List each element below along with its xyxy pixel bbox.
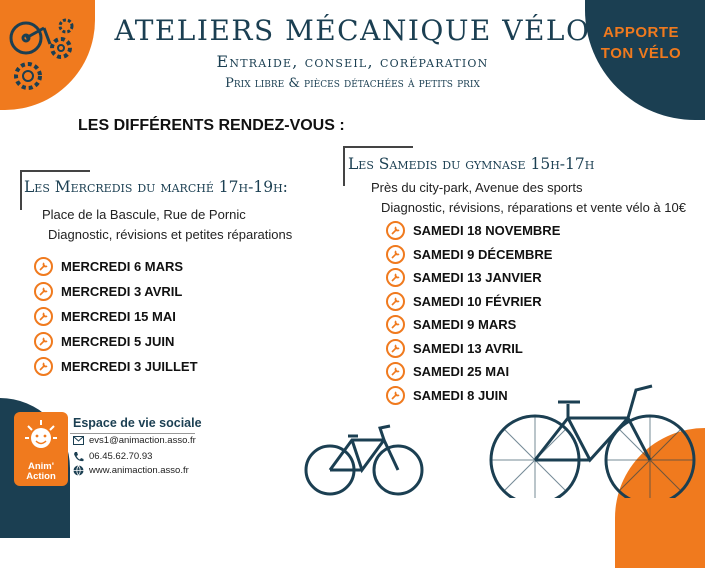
list-item bbox=[34, 304, 198, 329]
list-item bbox=[34, 329, 198, 354]
logo-line-1: Anim' bbox=[27, 461, 54, 472]
wrench-icon bbox=[386, 221, 405, 240]
website-text[interactable]: www.animaction.asso.fr bbox=[89, 465, 189, 476]
list-item bbox=[386, 243, 560, 267]
wrench-icon bbox=[34, 357, 53, 376]
wrench-icon bbox=[386, 339, 405, 358]
samedis-place: Près du city-park, Avenue des sports bbox=[371, 180, 583, 195]
wrench-icon bbox=[34, 257, 53, 276]
phone-text[interactable]: 06.45.62.70.93 bbox=[89, 451, 153, 462]
wrench-icon bbox=[386, 362, 405, 381]
mercredis-services: Diagnostic, révisions et petites réparations bbox=[48, 227, 293, 242]
website-contact bbox=[73, 465, 189, 476]
list-item bbox=[386, 266, 560, 290]
date-label: SAMEDI 9 MARS bbox=[413, 317, 517, 333]
divider bbox=[70, 433, 195, 434]
section-title: LES DIFFÉRENTS RENDEZ-VOUS : bbox=[78, 117, 345, 134]
mercredis-place: Place de la Bascule, Rue de Pornic bbox=[42, 207, 246, 222]
date-label: SAMEDI 8 JUIN bbox=[413, 387, 508, 403]
date-label: MERCREDI 15 MAI bbox=[61, 309, 176, 324]
logo-line-2: Action bbox=[26, 471, 56, 482]
wrench-icon bbox=[386, 292, 405, 311]
mercredis-date-list bbox=[34, 254, 198, 379]
samedis-services: Diagnostic, révisions, réparations et vente vélo à 10€ bbox=[381, 200, 686, 215]
phone-icon bbox=[73, 451, 84, 462]
wrench-icon bbox=[34, 282, 53, 301]
page-title: ATELIERS MÉCANIQUE VÉLO bbox=[114, 14, 591, 47]
mail-icon bbox=[73, 436, 84, 445]
list-item bbox=[34, 354, 198, 379]
email-text[interactable]: evs1@animaction.asso.fr bbox=[89, 435, 196, 446]
org-title: Espace de vie sociale bbox=[73, 416, 202, 430]
wrench-icon bbox=[34, 307, 53, 326]
date-label: SAMEDI 10 FÉVRIER bbox=[413, 293, 542, 309]
date-label: MERCREDI 6 MARS bbox=[61, 259, 184, 274]
date-label: SAMEDI 13 JANVIER bbox=[413, 270, 542, 286]
badge-line-1: APPORTE bbox=[602, 24, 679, 41]
sun-face-icon bbox=[25, 418, 57, 458]
list-item bbox=[34, 279, 198, 304]
samedis-heading: Les Samedis du gymnase 15h-17h bbox=[348, 155, 595, 173]
badge-line-2: TON VÉLO bbox=[600, 45, 682, 62]
wrench-icon bbox=[386, 268, 405, 287]
page-subtitle: Entraide, conseil, coréparation bbox=[216, 52, 489, 71]
email-contact bbox=[73, 435, 196, 446]
tagline: Prix libre & pièces détachées à petits prix bbox=[225, 76, 480, 91]
date-label: MERCREDI 5 JUIN bbox=[61, 334, 175, 349]
date-label: SAMEDI 13 AVRIL bbox=[413, 340, 523, 356]
logo-text bbox=[14, 462, 68, 482]
list-item bbox=[386, 313, 560, 337]
date-label: MERCREDI 3 AVRIL bbox=[61, 284, 183, 299]
list-item bbox=[386, 219, 560, 243]
list-item bbox=[34, 254, 198, 279]
samedis-date-list bbox=[386, 219, 560, 407]
wrench-icon bbox=[386, 245, 405, 264]
mercredis-heading: Les Mercredis du marché 17h-19h: bbox=[24, 178, 288, 196]
list-item bbox=[386, 290, 560, 314]
bring-your-bike-badge bbox=[587, 22, 695, 64]
date-label: MERCREDI 3 JUILLET bbox=[61, 359, 198, 374]
list-item bbox=[386, 337, 560, 361]
globe-icon bbox=[73, 465, 84, 476]
wrench-icon bbox=[386, 315, 405, 334]
date-label: SAMEDI 9 DÉCEMBRE bbox=[413, 246, 553, 262]
phone-contact bbox=[73, 451, 152, 462]
date-label: SAMEDI 18 NOVEMBRE bbox=[413, 223, 561, 239]
date-label: SAMEDI 25 MAI bbox=[413, 364, 510, 380]
bicycles-illustration bbox=[300, 380, 705, 498]
wrench-icon bbox=[34, 332, 53, 351]
